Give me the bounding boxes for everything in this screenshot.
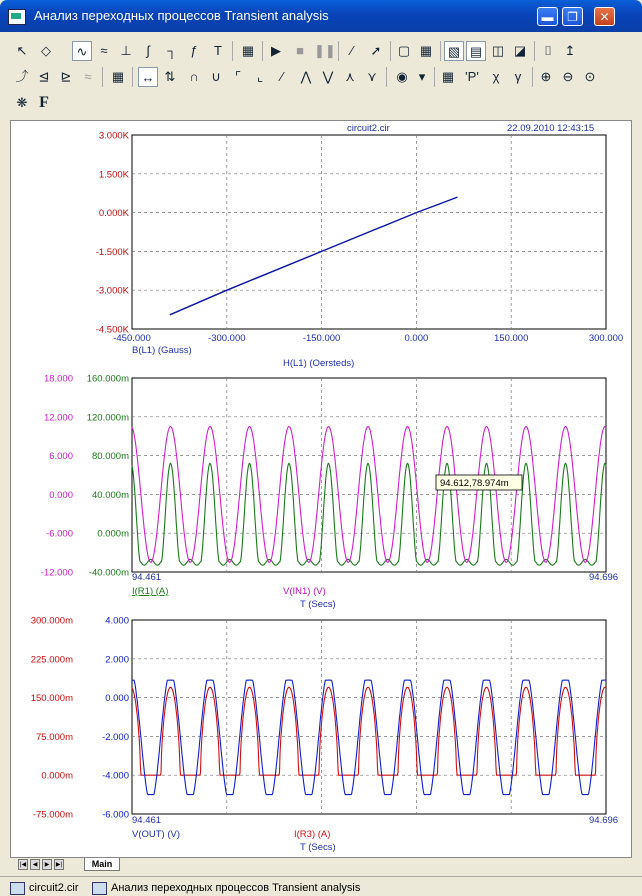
plot1-x-label: H(L1) (Oersteds): [283, 358, 355, 369]
zoom-out-icon[interactable]: ⊖: [562, 69, 574, 84]
family-valley-icon[interactable]: ⋎: [367, 69, 377, 84]
schematic-icon: [10, 882, 25, 895]
stop-icon[interactable]: ■: [296, 43, 304, 58]
component-select-icon[interactable]: ◇: [41, 43, 51, 58]
plot1-left-tick: 1.500K: [98, 169, 129, 181]
palette-icon[interactable]: ❋: [16, 95, 28, 110]
zoom-in-icon[interactable]: ⊕: [540, 69, 552, 84]
plot2-x-start: 94.461: [132, 572, 162, 583]
trend-icon[interactable]: ↥: [564, 43, 576, 58]
cursor-mode-icon[interactable]: ⤴: [15, 69, 29, 84]
baseline-icon[interactable]: ⌷: [544, 43, 552, 58]
minor-grid-icon[interactable]: ▧: [444, 41, 464, 61]
zoom-fit-icon[interactable]: ⊙: [584, 69, 596, 84]
plot2-left-tick: -12.000: [40, 567, 73, 579]
plot3-left-tick: 0.000m: [41, 770, 73, 782]
plot2-legend-v-in1[interactable]: V(IN1) (V): [283, 586, 326, 597]
plot3-left-tick: -75.000m: [32, 809, 73, 821]
plot3-left-tick: 300.000m: [30, 615, 73, 627]
low-icon[interactable]: ⌞: [256, 69, 264, 84]
plot2-right-tick: 80.000m: [92, 451, 129, 463]
plot2-right-tick: -40.000m: [88, 567, 129, 579]
next-tab-button[interactable]: ▶: [42, 859, 52, 870]
plot1-x-tick: 300.000: [588, 333, 624, 344]
plot1-left-tick: 0.000K: [98, 208, 129, 220]
plot3-right-tick: 0.000: [105, 693, 129, 705]
b-h-curve: [170, 197, 458, 315]
xy-tag-icon[interactable]: χ: [492, 69, 500, 84]
plot3-x-label: T (Secs): [300, 842, 336, 853]
last-tab-button[interactable]: ▶|: [54, 859, 64, 870]
plot3-right-tick: -4.000: [102, 770, 129, 782]
frame-icon[interactable]: ▢: [397, 43, 411, 58]
plot1-left-tick: -3.000K: [95, 285, 129, 297]
plot-2: [41, 374, 618, 611]
multi-peak-icon[interactable]: ⋀: [300, 69, 312, 84]
run-icon[interactable]: ▶: [271, 43, 281, 58]
font-icon[interactable]: F: [39, 94, 49, 111]
valley-icon[interactable]: ∪: [211, 69, 221, 84]
table-icon[interactable]: ▦: [441, 69, 455, 84]
analysis-window-icon: [92, 882, 107, 895]
window-title: Анализ переходных процессов Transient analysis: [34, 8, 329, 23]
plot3-right-tick: -6.000: [102, 809, 129, 821]
plot3-left-tick: 225.000m: [30, 654, 73, 666]
wave-disabled-icon[interactable]: ≈: [84, 69, 92, 84]
toolbar-row-2: [10, 64, 632, 90]
point-line-icon[interactable]: ➚: [370, 43, 382, 58]
prev-tab-button[interactable]: ◀: [30, 859, 40, 870]
cursor-right-icon[interactable]: ⇅: [164, 69, 176, 84]
taskbar-item-circuit-label: circuit2.cir: [29, 882, 79, 894]
plot3-right-tick: -2.000: [102, 731, 129, 743]
plot1-left-tick: -4.500K: [95, 324, 129, 336]
plot2-left-tick: -6.000: [46, 528, 73, 540]
plot2-legend-i-r1[interactable]: I(R1) (A): [132, 586, 169, 597]
high-icon[interactable]: ⌜: [234, 69, 242, 84]
plot2-right-tick: 40.000m: [92, 489, 129, 501]
plot1-filename: circuit2.cir: [347, 123, 390, 134]
plots-svg: [11, 121, 631, 857]
plot3-legend-v-out[interactable]: V(OUT) (V): [132, 829, 181, 840]
multi-valley-icon[interactable]: ⋁: [322, 69, 334, 84]
toolbar-row-3: [10, 90, 632, 116]
title-bar: [0, 0, 642, 32]
plot2-left-tick: 12.000: [43, 412, 73, 424]
plot3-x-start: 94.461: [132, 815, 162, 826]
plot1-left-tick: 3.000K: [98, 130, 129, 142]
plot-area[interactable]: [10, 120, 632, 858]
curve-icon[interactable]: ∫: [146, 43, 150, 58]
plot1-date: 22.09.2010 12:43:15: [507, 123, 595, 134]
step-icon[interactable]: ┐: [167, 43, 177, 58]
waveform-icon[interactable]: ∿: [72, 41, 92, 61]
plot1-x-tick: 150.000: [494, 333, 529, 344]
plot2-left-tick: 6.000: [49, 451, 73, 463]
plot-3: [31, 616, 618, 854]
plot3-right-tick: 2.000: [105, 654, 129, 666]
axis-grid-icon[interactable]: ◫: [491, 43, 505, 58]
plot1-x-tick: -450.000: [113, 333, 151, 344]
minimize-button[interactable]: ▬: [537, 7, 558, 26]
plot2-right-tick: 0.000m: [97, 528, 129, 540]
line-tool-icon[interactable]: ∕: [350, 43, 354, 58]
plot1-x-tick: 0.000: [404, 333, 429, 344]
waveform-multi-icon[interactable]: ≈: [100, 43, 108, 58]
tag-icon[interactable]: ◉: [396, 69, 408, 84]
sheet-tab-bar: [10, 858, 632, 872]
grid-icon[interactable]: ▦: [419, 43, 433, 58]
family-peak-icon[interactable]: ⋏: [345, 69, 355, 84]
plot-1: [96, 123, 623, 369]
plot2-right-tick: 160.000m: [86, 373, 129, 385]
tab-main[interactable]: Main: [84, 858, 120, 871]
properties-icon[interactable]: ▦: [241, 43, 255, 58]
major-grid-icon[interactable]: ▤: [466, 41, 486, 61]
chart-icon[interactable]: ▦: [111, 69, 125, 84]
plot1-y-label: B(L1) (Gauss): [132, 345, 192, 356]
plot2-x-end: 94.696: [589, 572, 619, 583]
peak-cursor-icon[interactable]: ⊴: [38, 69, 50, 84]
plot3-left-tick: 75.000m: [36, 731, 73, 743]
plot2-x-label: T (Secs): [300, 599, 336, 610]
yx-tag-icon[interactable]: γ: [514, 69, 522, 84]
plot2-right-tick: 120.000m: [86, 412, 129, 424]
app-icon: [8, 9, 26, 25]
peak-icon[interactable]: ∩: [189, 69, 199, 84]
toolbar-row-1: [10, 38, 632, 64]
slope-icon[interactable]: ∕: [280, 69, 284, 84]
cell-grid-icon[interactable]: ◪: [513, 43, 527, 58]
scale-icon[interactable]: ⊥: [120, 43, 132, 58]
plot1-x-tick: -150.000: [302, 333, 341, 344]
tooltip-text: 94.612,78.974m: [440, 478, 509, 489]
cursor-left-icon[interactable]: ↔: [138, 67, 158, 87]
fourier-icon[interactable]: ƒ: [190, 43, 198, 58]
first-tab-button[interactable]: |◀: [18, 859, 28, 870]
close-button[interactable]: ✕: [594, 7, 615, 26]
plot1-left-tick: -1.500K: [95, 246, 129, 258]
plot3-left-tick: 150.000m: [30, 693, 73, 705]
restore-button[interactable]: ❐: [562, 7, 583, 26]
tag-dropdown-icon[interactable]: ▾: [418, 69, 426, 84]
valley-cursor-icon[interactable]: ⊵: [60, 69, 72, 84]
plot2-left-tick: 18.000: [43, 373, 73, 385]
plot3-right-tick: 4.000: [105, 615, 129, 627]
plot3-x-end: 94.696: [589, 815, 619, 826]
select-arrow-icon[interactable]: ↖: [16, 43, 28, 58]
plot1-x-tick: -300.000: [208, 333, 246, 344]
taskbar-item-analysis-label: Анализ переходных процессов Transient analysis: [111, 882, 360, 894]
plot2-left-tick: 0.000: [49, 489, 73, 501]
plot3-legend-i-r3[interactable]: I(R3) (A): [294, 829, 331, 840]
pause-icon[interactable]: ❚❚: [314, 43, 336, 58]
text-tool-icon[interactable]: T: [214, 43, 222, 58]
point-tag-icon[interactable]: 'P': [465, 69, 479, 84]
mdi-taskbar: [0, 876, 642, 895]
